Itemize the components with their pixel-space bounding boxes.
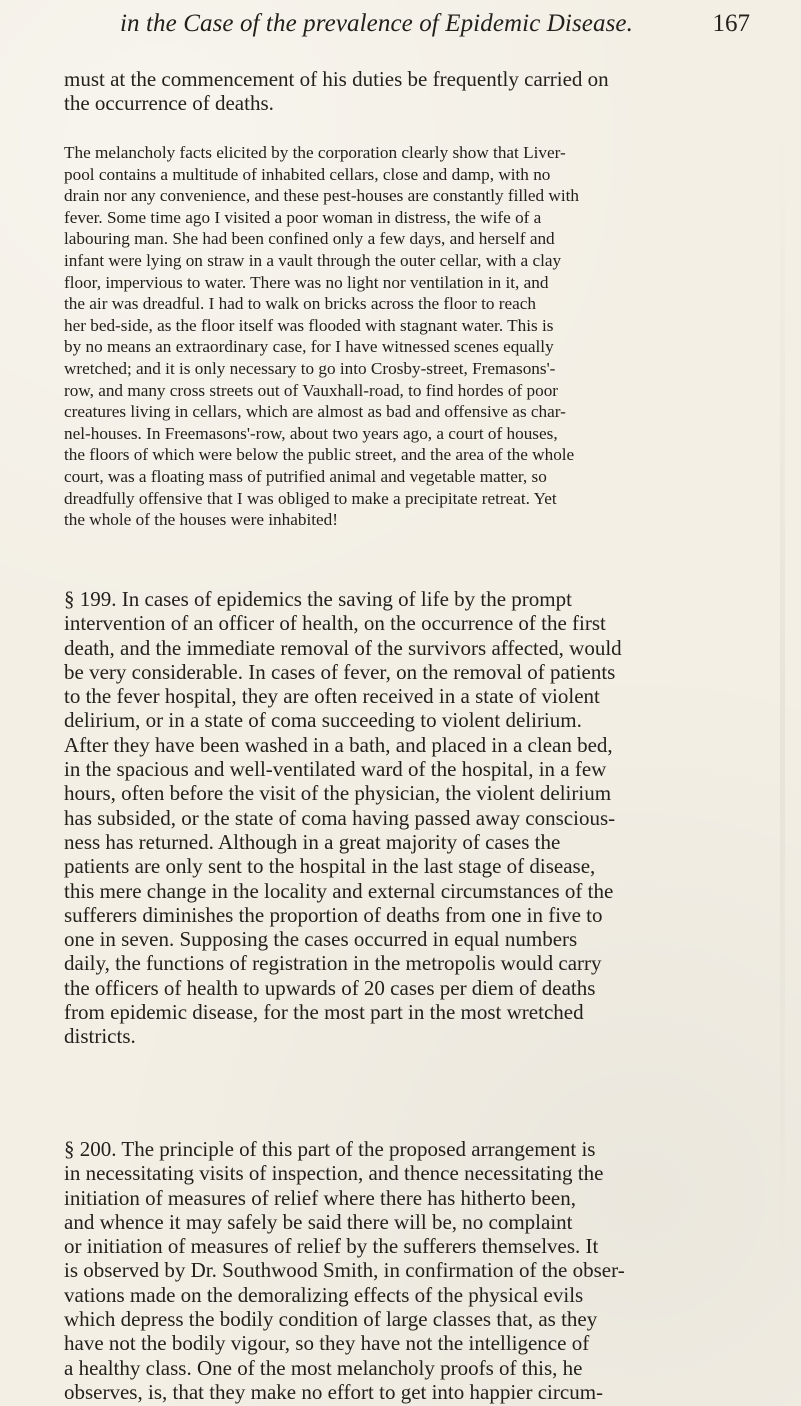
text-line: from epidemic disease, for the most part in the most wretched — [64, 1000, 584, 1025]
running-head: in the Case of the prevalence of Epidemic Disease. — [120, 10, 633, 37]
text-line: the whole of the houses were inhabited! — [64, 510, 338, 530]
text-line: patients are only sent to the hospital in the last stage of disease, — [64, 854, 596, 879]
text-line: § 200. The principle of this part of the proposed arrangement is — [64, 1137, 596, 1161]
text-line: sufferers diminishes the proportion of deaths from one in five to — [64, 902, 603, 927]
text-line: intervention of an officer of health, on the occurrence of the first — [64, 611, 606, 636]
text-line: or initiation of measures of relief by the sufferers themselves. It — [64, 1234, 599, 1259]
section-200-paragraph — [64, 1137, 749, 1404]
text-line: districts. — [64, 1024, 136, 1049]
text-line: death, and the immediate removal of the survivors affected, would — [64, 635, 622, 660]
text-line: row, and many cross streets out of Vauxhall-road, to find hordes of poor — [64, 380, 559, 400]
text-line: floor, impervious to water. There was no light nor ventilation in it, and — [64, 272, 549, 292]
text-line: daily, the functions of registration in the metropolis would carry — [64, 951, 602, 976]
text-line: wretched; and it is only necessary to go into Crosby-street, Fremasons'- — [64, 358, 556, 378]
text-line: pool contains a multitude of inhabited cellars, close and damp, with no — [64, 164, 551, 184]
text-line: be very considerable. In cases of fever, on the removal of patients — [64, 659, 616, 684]
text-line: The melancholy facts elicited by the corporation clearly show that Liver- — [64, 143, 566, 162]
text-line: this mere change in the locality and external circumstances of the — [64, 878, 614, 903]
text-line: the officers of health to upwards of 20 cases per diem of deaths — [64, 975, 596, 1000]
text-line: dreadfully offensive that I was obliged to make a precipitate retreat. Yet — [64, 488, 557, 508]
text-line: in necessitating visits of inspection, and thence necessitating the — [64, 1161, 604, 1186]
text-line: observes, is, that they make no effort to get into happier circum- — [64, 1379, 604, 1404]
quoted-report-paragraph — [64, 142, 749, 531]
text-line: initiation of measures of relief where there has hitherto been, — [64, 1185, 576, 1210]
text-line: ness has returned. Although in a great majority of cases the — [64, 829, 561, 854]
text-line: is observed by Dr. Southwood Smith, in confirmation of the obser- — [64, 1258, 625, 1283]
text-line: hours, often before the visit of the physician, the violent delirium — [64, 781, 612, 806]
text-line: vations made on the demoralizing effects of the physical evils — [64, 1282, 584, 1307]
text-line: creatures living in cellars, which are almost as bad and offensive as char- — [64, 402, 566, 422]
paper-edge-shadow — [780, 120, 785, 1270]
text-line: has subsided, or the state of coma having passed away conscious- — [64, 805, 616, 830]
page-number: 167 — [712, 10, 750, 37]
text-line: have not the bodily vigour, so they have not the intelligence of — [64, 1331, 590, 1356]
text-line: delirium, or in a state of coma succeeding to violent delirium. — [64, 708, 582, 733]
text-line: by no means an extraordinary case, for I have witnessed scenes equally — [64, 337, 554, 357]
text-line: After they have been washed in a bath, and placed in a clean bed, — [64, 732, 613, 757]
page-header — [120, 10, 750, 46]
text-line: the air was dreadful. I had to walk on bricks across the floor to reach — [64, 294, 537, 314]
text-line: must at the commencement of his duties be frequently carried on — [64, 67, 609, 91]
text-line: fever. Some time ago I visited a poor woman in distress, the wife of a — [64, 207, 542, 227]
text-line: infant were lying on straw in a vault through the outer cellar, with a clay — [64, 250, 562, 270]
text-line: the floors of which were below the public street, and the area of the whole — [64, 445, 575, 465]
opening-text — [64, 67, 749, 115]
section-199-paragraph — [64, 587, 749, 1049]
text-line: one in seven. Supposing the cases occurred in equal numbers — [64, 927, 578, 952]
text-line: her bed-side, as the floor itself was flooded with stagnant water. This is — [64, 315, 554, 335]
text-line: labouring man. She had been confined only a few days, and herself and — [64, 229, 555, 249]
text-line: and whence it may safely be said there will be, no complaint — [64, 1209, 573, 1234]
text-line: a healthy class. One of the most melancholy proofs of this, he — [64, 1355, 583, 1380]
text-line: in the spacious and well-ventilated ward of the hospital, in a few — [64, 757, 607, 782]
text-line: court, was a floating mass of putrified animal and vegetable matter, so — [64, 466, 547, 486]
text-line: the occurrence of deaths. — [64, 91, 274, 115]
text-line: which depress the bodily condition of large classes that, as they — [64, 1307, 598, 1332]
text-line: drain nor any convenience, and these pest-houses are constantly filled with — [64, 186, 579, 206]
text-line: nel-houses. In Freemasons'-row, about two years ago, a court of houses, — [64, 423, 558, 443]
text-line: to the fever hospital, they are often received in a state of violent — [64, 684, 600, 709]
text-line: § 199. In cases of epidemics the saving of life by the prompt — [64, 587, 572, 611]
